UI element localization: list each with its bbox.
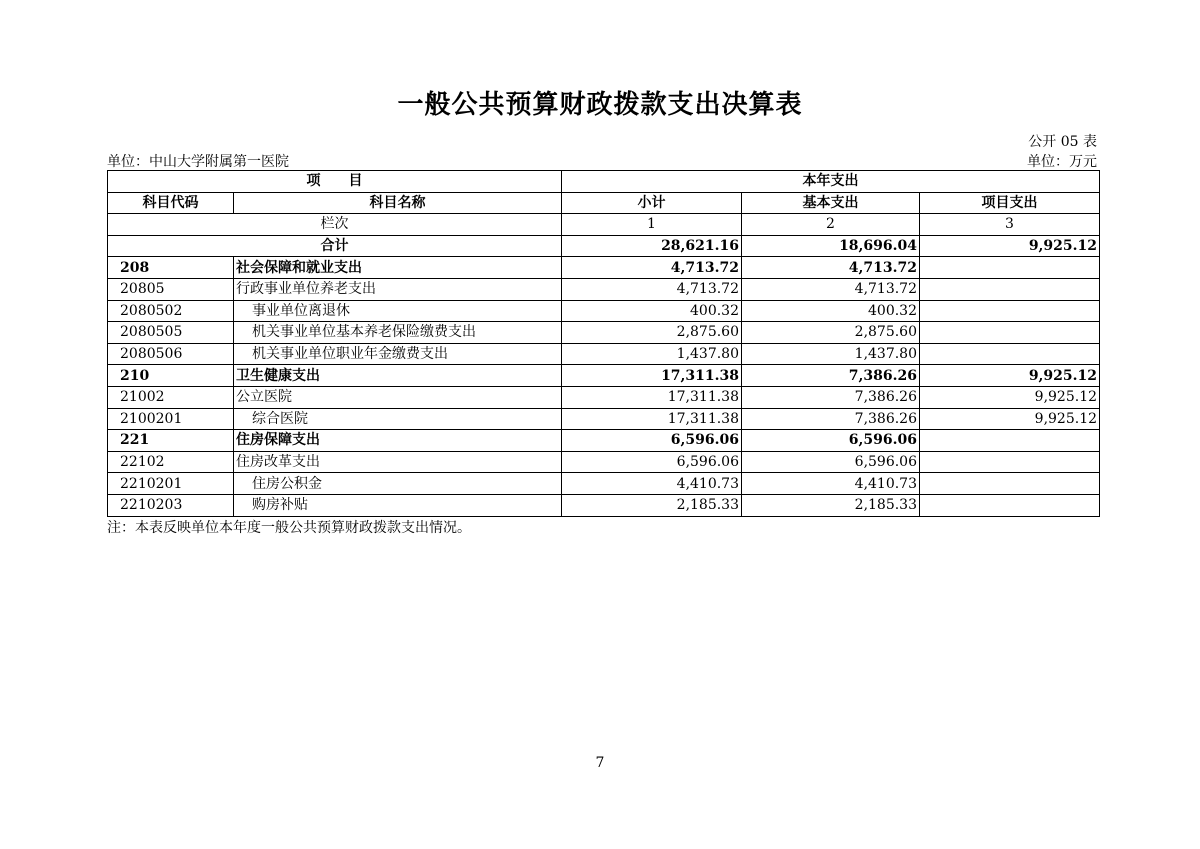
form-number: 公开 05 表 xyxy=(1028,134,1097,150)
table-row xyxy=(108,322,1100,344)
table-row xyxy=(108,343,1100,365)
row-item xyxy=(920,473,1100,495)
expenditure-table xyxy=(107,170,1100,517)
row-basic: 2,185.33 xyxy=(742,494,920,516)
row-subtotal: 1,437.80 xyxy=(562,343,742,365)
row-basic: 4,713.72 xyxy=(742,257,920,279)
header-basic: 基本支出 xyxy=(742,192,920,214)
table-row xyxy=(108,430,1100,452)
column-number-2: 2 xyxy=(742,214,920,236)
row-code: 20805 xyxy=(108,278,234,300)
row-basic: 4,713.72 xyxy=(742,278,920,300)
header-subtotal: 小计 xyxy=(562,192,742,214)
row-subtotal: 4,410.73 xyxy=(562,473,742,495)
row-subtotal: 4,713.72 xyxy=(562,278,742,300)
row-item xyxy=(920,494,1100,516)
total-label: 合计 xyxy=(108,235,562,257)
row-subtotal: 400.32 xyxy=(562,300,742,322)
row-code: 2080502 xyxy=(108,300,234,322)
row-item xyxy=(920,278,1100,300)
row-item xyxy=(920,300,1100,322)
row-name: 行政事业单位养老支出 xyxy=(234,278,562,300)
row-item xyxy=(920,343,1100,365)
table-row xyxy=(108,473,1100,495)
row-subtotal: 2,875.60 xyxy=(562,322,742,344)
header-item: 项目支出 xyxy=(920,192,1100,214)
row-code: 2210201 xyxy=(108,473,234,495)
row-code: 2080505 xyxy=(108,322,234,344)
row-item xyxy=(920,257,1100,279)
header-current-expense: 本年支出 xyxy=(562,171,1100,193)
row-basic: 2,875.60 xyxy=(742,322,920,344)
table-row xyxy=(108,365,1100,387)
column-number-3: 3 xyxy=(920,214,1100,236)
table-row xyxy=(108,408,1100,430)
row-item xyxy=(920,430,1100,452)
row-item: 9,925.12 xyxy=(920,386,1100,408)
row-code: 2100201 xyxy=(108,408,234,430)
row-subtotal: 6,596.06 xyxy=(562,451,742,473)
row-name: 公立医院 xyxy=(234,386,562,408)
row-subtotal: 4,713.72 xyxy=(562,257,742,279)
row-subtotal: 2,185.33 xyxy=(562,494,742,516)
row-name: 综合医院 xyxy=(234,408,562,430)
row-item xyxy=(920,451,1100,473)
column-label: 栏次 xyxy=(108,214,562,236)
column-number-1: 1 xyxy=(562,214,742,236)
row-name: 社会保障和就业支出 xyxy=(234,257,562,279)
header-row-1 xyxy=(108,171,1100,193)
header-row-2 xyxy=(108,192,1100,214)
row-code: 2210203 xyxy=(108,494,234,516)
row-name: 住房公积金 xyxy=(234,473,562,495)
total-basic: 18,696.04 xyxy=(742,235,920,257)
row-name: 机关事业单位基本养老保险缴费支出 xyxy=(234,322,562,344)
total-item: 9,925.12 xyxy=(920,235,1100,257)
row-subtotal: 17,311.38 xyxy=(562,365,742,387)
organization-unit: 单位：中山大学附属第一医院 xyxy=(107,154,289,170)
column-number-row xyxy=(108,214,1100,236)
table-row xyxy=(108,278,1100,300)
row-name: 事业单位离退休 xyxy=(234,300,562,322)
row-name: 购房补贴 xyxy=(234,494,562,516)
row-subtotal: 6,596.06 xyxy=(562,430,742,452)
row-basic: 7,386.26 xyxy=(742,365,920,387)
row-code: 210 xyxy=(108,365,234,387)
row-subtotal: 17,311.38 xyxy=(562,408,742,430)
table-note: 注：本表反映单位本年度一般公共预算财政拨款支出情况。 xyxy=(107,520,471,536)
row-item xyxy=(920,322,1100,344)
row-code: 208 xyxy=(108,257,234,279)
row-basic: 400.32 xyxy=(742,300,920,322)
row-basic: 4,410.73 xyxy=(742,473,920,495)
header-code: 科目代码 xyxy=(108,192,234,214)
row-basic: 6,596.06 xyxy=(742,430,920,452)
row-name: 机关事业单位职业年金缴费支出 xyxy=(234,343,562,365)
row-subtotal: 17,311.38 xyxy=(562,386,742,408)
table-row xyxy=(108,451,1100,473)
row-basic: 6,596.06 xyxy=(742,451,920,473)
page-number: 7 xyxy=(595,755,605,771)
header-name: 科目名称 xyxy=(234,192,562,214)
row-item: 9,925.12 xyxy=(920,365,1100,387)
row-code: 221 xyxy=(108,430,234,452)
page-title: 一般公共预算财政拨款支出决算表 xyxy=(397,90,803,120)
table-row xyxy=(108,257,1100,279)
row-basic: 1,437.80 xyxy=(742,343,920,365)
row-name: 卫生健康支出 xyxy=(234,365,562,387)
total-row xyxy=(108,235,1100,257)
table-row xyxy=(108,494,1100,516)
table-row xyxy=(108,300,1100,322)
row-name: 住房改革支出 xyxy=(234,451,562,473)
row-code: 21002 xyxy=(108,386,234,408)
row-code: 22102 xyxy=(108,451,234,473)
header-project: 项 目 xyxy=(108,171,562,193)
row-item: 9,925.12 xyxy=(920,408,1100,430)
row-basic: 7,386.26 xyxy=(742,386,920,408)
table-row xyxy=(108,386,1100,408)
row-basic: 7,386.26 xyxy=(742,408,920,430)
money-unit: 单位：万元 xyxy=(1027,154,1097,170)
total-subtotal: 28,621.16 xyxy=(562,235,742,257)
row-name: 住房保障支出 xyxy=(234,430,562,452)
row-code: 2080506 xyxy=(108,343,234,365)
